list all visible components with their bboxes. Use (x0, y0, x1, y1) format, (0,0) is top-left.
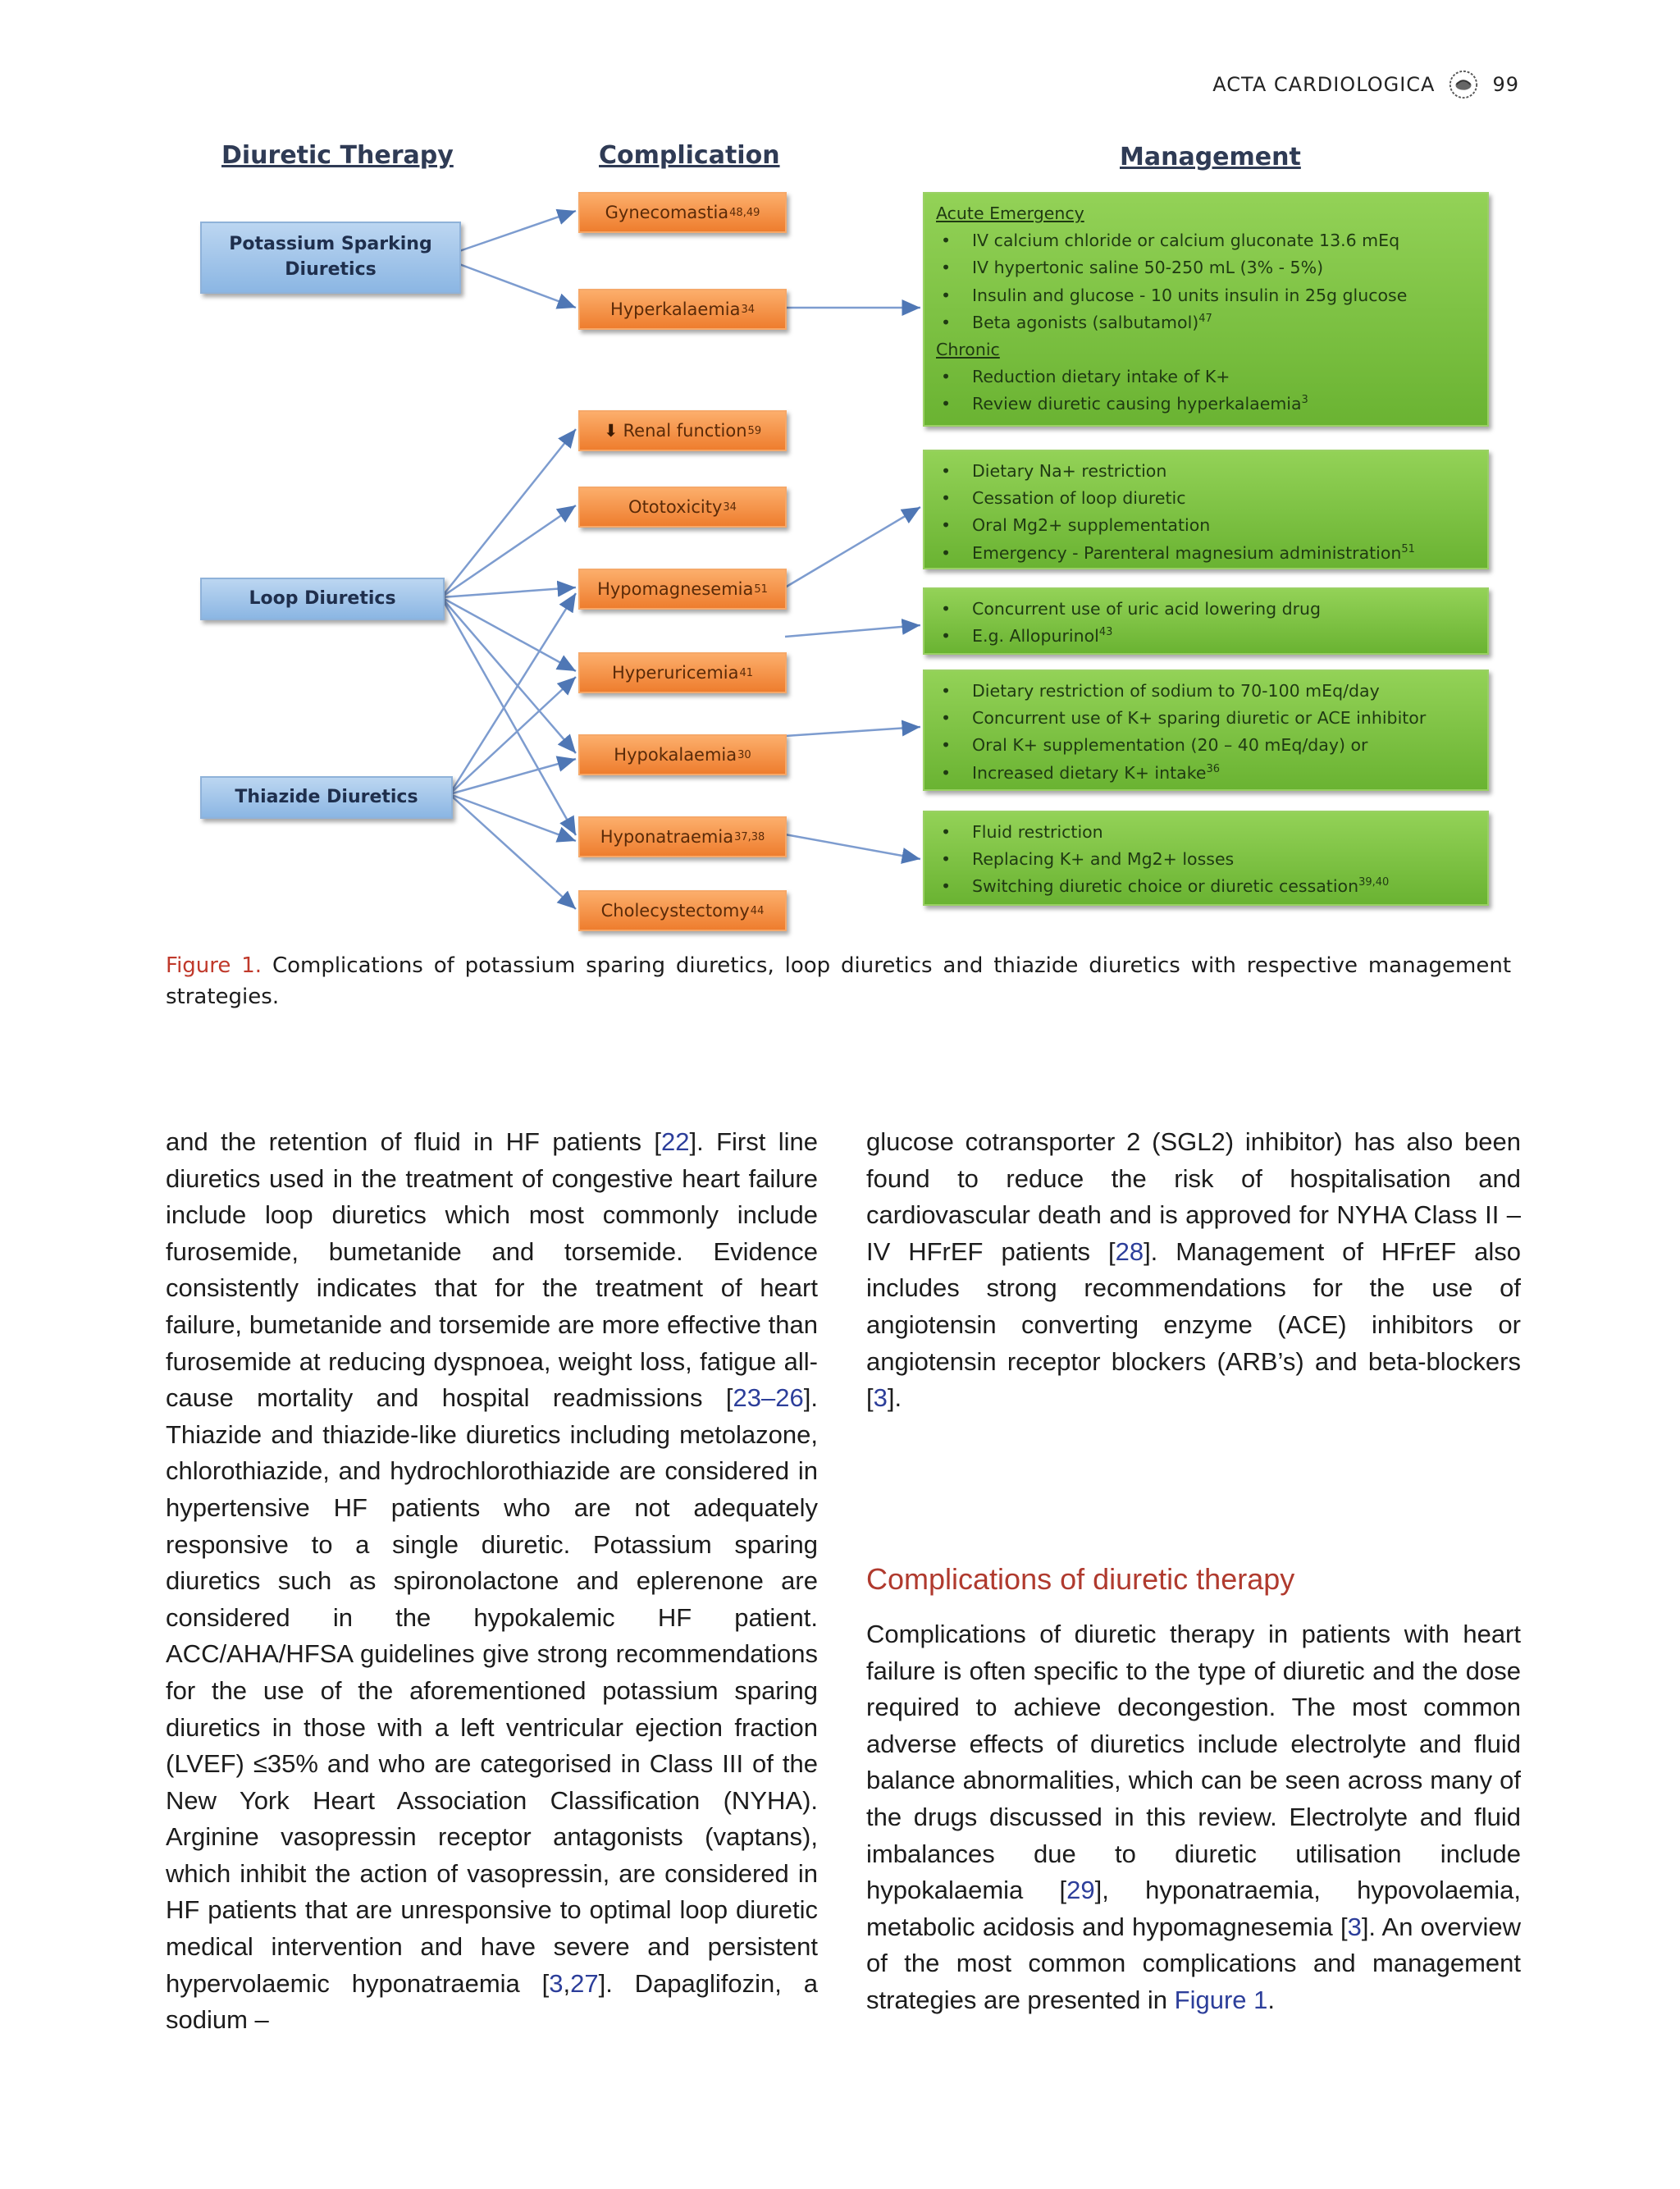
citation-link[interactable]: 23–26 (733, 1383, 804, 1413)
figure-1 (189, 131, 1501, 944)
column-heading-complication: Complication (599, 141, 780, 170)
therapy-potassium-sparing: Potassium Sparking Diuretics (200, 222, 461, 294)
body-text-left-column: and the retention of fluid in HF patients [22]. First line diuretics used in the treatment of congestive heart failure include loop diuretics which most commonly include furosemide, bumetanide and torsemide. Evidence consistently indicates that for the treatment of heart failure, bumetanide and torsemide are more effective than furosemide at reducing dyspnoea, weight loss, fatigue all-cause mortality and hospital readmissions [23–26]. Thiazide and thiazide-like diuretics including metolazone, chlorothiazide, and hydrochlorothiazide are considered in hypertensive HF patients who are not adequately responsive to a single diuretic. Potassium sparing diuretics such as spironolactone and eplerenone are considered in the hypokalemic HF patient. ACC/AHA/HFSA guidelines give strong recommendations for the use of the aforementioned potassium sparing diuretics in those with a left ventricular ejection fraction (LVEF) ≤35% and who are categorised in Class III of the New York Heart Association Classification (NYHA). Arginine vasopressin receptor antagonists (vaptans), which inhibit the action of vasopressin, are considered in HF patients that are unresponsive to optimal loop diuretic medical intervention and have severe and persistent hypervolaemic hyponatraemia [3,27]. Dapaglifozin, a sodium – (166, 1127, 818, 2035)
body-text-right-column-paragraph-2: Complications of diuretic therapy in patients with heart failure is often specific to the type of diuretic and the dose required to achieve decongestion. The most common adverse effects of diuretics include electrolyte and fluid balance abnormalities, which can be seen across many of the drugs discussed in this review. Electrolyte and fluid imbalances due to diuretic utilisation include hypokalaemia [29], hyponatraemia, hypovolaemia, metabolic acidosis and hypomagnesemia [3]. An overview of the most common complications and management strategies are presented in Figure 1. (866, 1620, 1521, 2014)
arrow-hyperuricemia-management (785, 625, 920, 637)
citation-link[interactable]: 3 (873, 1383, 888, 1413)
arrow-hypokalaemia-management (785, 727, 920, 736)
column-heading-management: Management (1120, 143, 1301, 171)
complication-cholecystectomy: Cholecystectomy 44 (578, 890, 787, 931)
citation-link[interactable]: 22 (660, 1127, 690, 1156)
arrow-thiazide-cholecystectomy (450, 794, 576, 909)
complication-hyponatraemia: Hyponatraemia 37,38 (578, 816, 787, 857)
complication-renal-function: ⬇ Renal function 59 (578, 410, 787, 451)
citation-link[interactable]: 27 (570, 1968, 599, 1998)
complication-hyperkalaemia: Hyperkalaemia 34 (578, 289, 787, 330)
citation-link[interactable]: 3 (1347, 1912, 1362, 1941)
complication-hypomagnesemia: Hypomagnesemia 51 (578, 569, 787, 610)
arrow-loop-hypokalaemia (441, 597, 576, 753)
arrow-loop-renal (441, 429, 576, 597)
section-heading: Complications of diuretic therapy (866, 1562, 1295, 1596)
complication-ototoxicity: Ototoxicity 34 (578, 487, 787, 528)
therapy-loop-diuretics: Loop Diuretics (200, 578, 445, 620)
column-heading-diuretic-therapy: Diuretic Therapy (221, 141, 454, 170)
management-hyperuricemia: • Concurrent use of uric acid lowering drug • E.g. Allopurinol$^{43}$ (923, 587, 1489, 655)
therapy-thiazide-diuretics: Thiazide Diuretics (200, 776, 453, 819)
management-hyponatraemia: • Fluid restriction • Replacing K+ and Mg2+ losses • Switching diuretic choice or diuretic cessation$^{39,40}$ (923, 811, 1489, 906)
running-header (1212, 69, 1519, 100)
arrow-hypomagnesemia-management (785, 507, 920, 587)
arrow-ksparing-hyperkalaemia (459, 264, 576, 308)
citation-link[interactable]: 29 (1066, 1876, 1095, 1905)
arrow-loop-hypomagnesemia (441, 587, 576, 597)
citation-link[interactable]: 28 (1115, 1236, 1144, 1266)
body-text-right-column-paragraph-1: glucose cotransporter 2 (SGL2) inhibitor) has also been found to reduce the risk of hospitalisation and cardiovascular death and is approved for NYHA Class II – IV HFrEF patients [28]. Management of HFrEF also includes strong recommendations for the use of angiotensin converting enzyme (ACE) inhibitors or angiotensin receptor blockers (ARB’s) and beta-blockers [3]. (866, 1127, 1521, 1413)
arrow-ksparing-gynecomastia (459, 211, 576, 251)
management-hypomagnesemia: • Dietary Na+ restriction • Cessation of loop diuretic • Oral Mg2+ supplementation • Emergency - Parenteral magnesium administration$^{51}$ (923, 450, 1489, 569)
complication-hyperuricemia: Hyperuricemia 41 (578, 652, 787, 693)
journal-logo-icon (1448, 69, 1479, 100)
figure-reference-link[interactable]: Figure 1 (1174, 1985, 1268, 2014)
arrow-loop-ototoxicity (441, 505, 576, 597)
journal-name: ACTA CARDIOLOGICA (1212, 73, 1436, 96)
citation-link[interactable]: 3 (549, 1968, 564, 1998)
caption-text: Complications of potassium sparing diuretics, loop diuretics and thiazide diuretics with respective management strategies. (166, 953, 1512, 1009)
management-hypokalaemia: • Dietary restriction of sodium to 70-100 mEq/day • Concurrent use of K+ sparing diuretic or ACE inhibitor • Oral K+ supplementation (20 – 40 mEq/day) or • Increased dietary K+ intake$^{36}$ (923, 669, 1489, 791)
figure-caption (166, 950, 1511, 1012)
arrow-hyponatraemia-management (785, 834, 920, 859)
page-number: 99 (1492, 73, 1519, 96)
figure-label: Figure 1. (166, 953, 262, 978)
management-hyperkalaemia: Acute Emergency • IV calcium chloride or calcium gluconate 13.6 mEq • IV hypertonic saline 50-250 mL (3% - 5%) • Insulin and glucose - 10 units insulin in 25g glucose • Beta agonists (salbutamol)$^{47}$ Chronic • Reduction dietary intake of K+ • Review diuretic causing hyperkalaemia$^3$ (923, 192, 1489, 427)
complication-hypokalaemia: Hypokalaemia 30 (578, 734, 787, 775)
complication-gynecomastia: Gynecomastia 48,49 (578, 192, 787, 233)
down-arrow-icon: ⬇ (603, 421, 619, 441)
